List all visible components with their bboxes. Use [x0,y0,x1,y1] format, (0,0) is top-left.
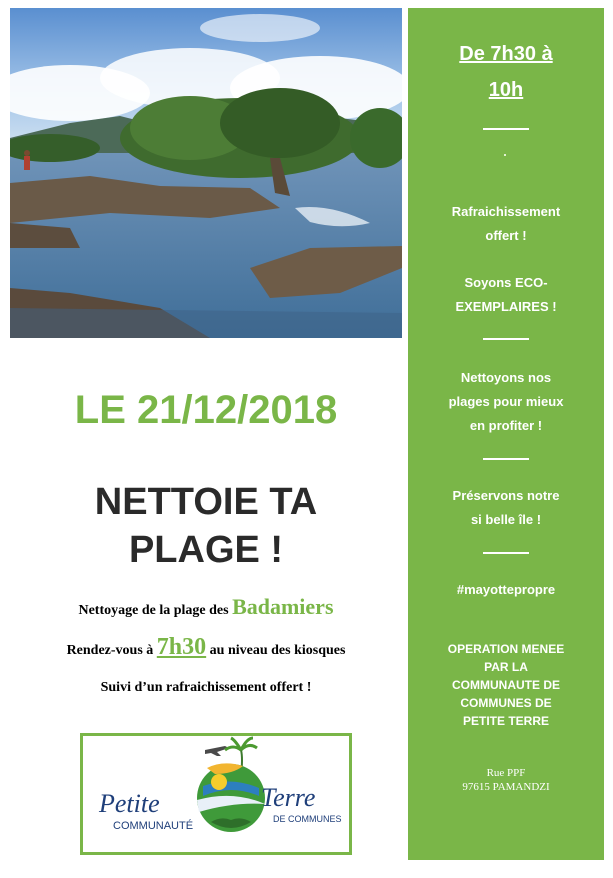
info-line-2 [10,634,402,661]
clean-line-1: Nettoyons nos [460,370,552,385]
svg-text:DE COMMUNES: DE COMMUNES [273,814,342,824]
petite-terre-logo [80,733,352,855]
refresh-line-1: Rafraichissement [451,204,561,219]
info-sidebar [408,8,604,860]
svg-text:Terre: Terre [261,783,316,812]
op-line-3: COMMUNAUTE DE [452,678,560,692]
headline-line-2: PLAGE ! [128,529,284,571]
beach-photo-illustration [10,8,402,338]
address-line-2: 97615 PAMANDZI [462,781,550,793]
event-date: LE 21/12/2018 [74,388,338,432]
headline-line-1: NETTOIE TA [94,481,318,523]
beach-name: Badamiers [232,594,334,619]
op-line-1: OPERATION MENEE [447,642,565,656]
headline [10,478,402,574]
eco-line-1: Soyons ECO- [464,275,548,290]
decorative-dot [504,154,506,156]
time-line-2: 10h [488,79,524,101]
divider-1 [483,128,529,130]
beach-photo [10,8,402,338]
refresh-line-2: offert ! [485,228,527,243]
op-line-4: COMMUNES DE [460,696,552,710]
time-line-1: De 7h30 à [459,43,553,65]
op-line-2: PAR LA [484,660,528,674]
info-line-3: Suivi d’un rafraichissement offert ! [100,680,312,695]
op-line-5: PETITE TERRE [462,714,549,728]
svg-text:Petite: Petite [99,789,160,818]
info-line-2-prefix: Rendez-vous à [66,643,154,658]
svg-text:COMMUNAUTÉ: COMMUNAUTÉ [113,820,194,832]
preserve-line-2: si belle île ! [470,512,542,527]
divider-3 [483,458,529,460]
preserve-line-1: Préservons notre [452,488,560,503]
address-line-1: Rue PPF [486,767,526,779]
hashtag: #mayottepropre [456,582,556,597]
palm-icon [225,738,257,750]
divider-2 [483,338,529,340]
info-line-1 [10,594,402,620]
eco-line-2: EXEMPLAIRES ! [455,299,557,314]
clean-line-2: plages pour mieux [448,394,564,409]
info-line-1-prefix: Nettoyage de la plage des [78,603,229,618]
divider-4 [483,552,529,554]
plane-icon [205,746,229,756]
clean-line-3: en profiter ! [469,418,543,433]
info-line-2-suffix: au niveau des kiosques [209,643,346,658]
logo-graphic [83,736,349,852]
meeting-time: 7h30 [156,634,207,660]
